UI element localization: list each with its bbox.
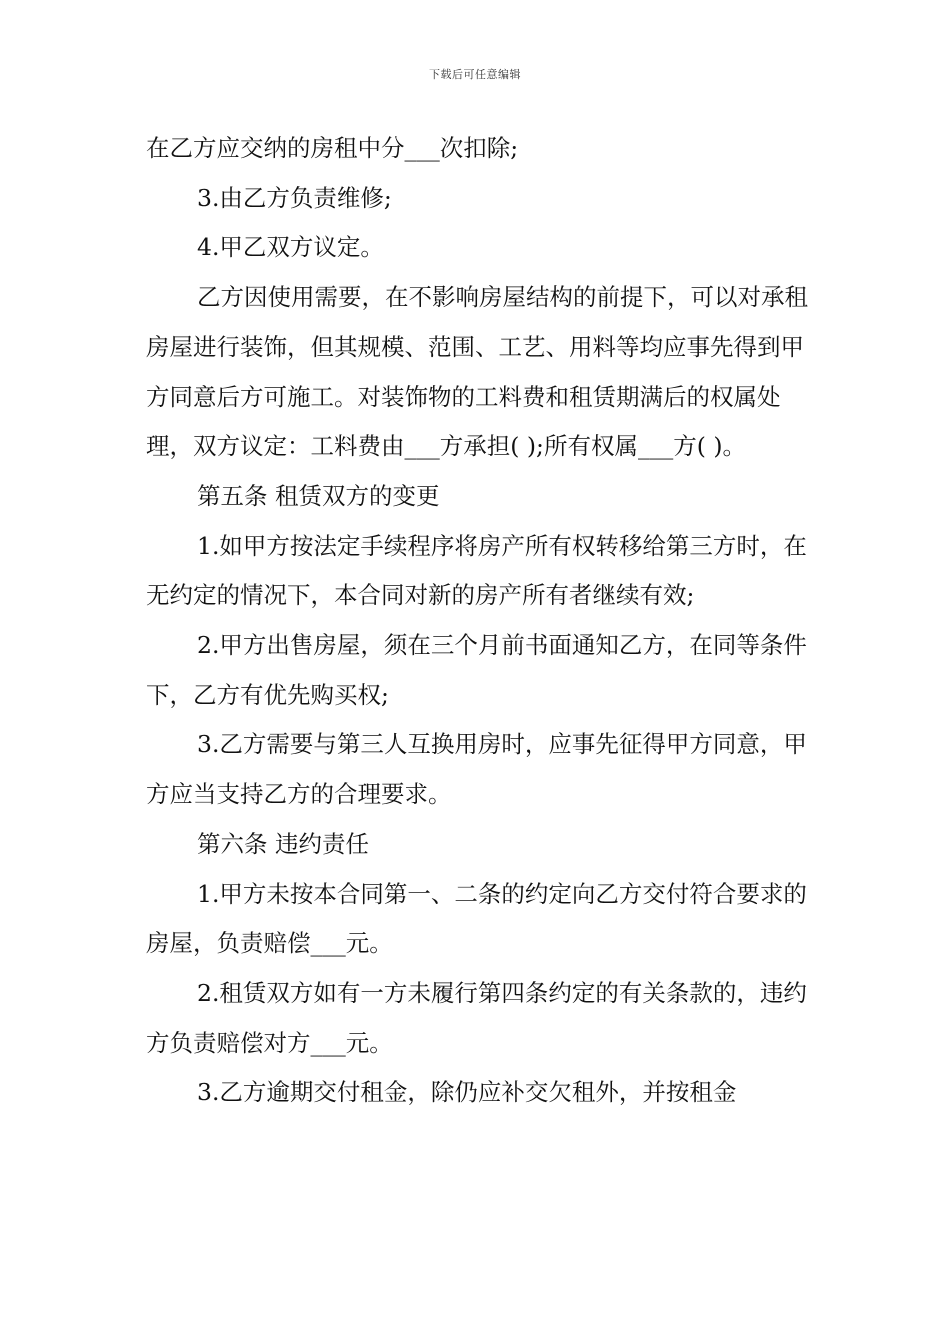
paragraph-decoration: 乙方因使用需要，在不影响房屋结构的前提下，可以对承租房屋进行装饰，但其规模、范围、工艺、用料等均应事先得到甲方同意后方可施工。对装饰物的工料费和租赁期满后的权属处理，双方议定：工料费由___方承担( );所有权属___方( )。	[146, 283, 808, 461]
document-body	[146, 124, 816, 1118]
article-5-item-3: 3.乙方需要与第三人互换用房时，应事先征得甲方同意，甲方应当支持乙方的合理要求。	[146, 730, 807, 809]
article-6-item-3: 3.乙方逾期交付租金，除仍应补交欠租外，并按租金	[197, 1078, 737, 1107]
article-6-item-1: 1.甲方未按本合同第一、二条的约定向乙方交付符合要求的房屋，负责赔偿___元。	[146, 879, 807, 958]
paragraph-continuation: 在乙方应交纳的房租中分___次扣除;	[146, 134, 519, 162]
article-6-item-2: 2.租赁双方如有一方未履行第四条约定的有关条款的，违约方负责赔偿对方___元。	[146, 978, 807, 1057]
article-5-item-2: 2.甲方出售房屋，须在三个月前书面通知乙方，在同等条件下，乙方有优先购买权;	[146, 631, 807, 709]
paragraph-clause-4: 4.甲乙双方议定。	[197, 233, 384, 262]
article-6-heading: 第六条 违约责任	[197, 829, 369, 858]
article-5-item-1: 1.如甲方按法定手续程序将房产所有权转移给第三方时，在无约定的情况下，本合同对新的房产所有者继续有效;	[146, 531, 807, 610]
paragraph-clause-3: 3.由乙方负责维修;	[197, 183, 392, 212]
article-5-heading: 第五条 租赁双方的变更	[197, 481, 440, 510]
page-header: 下载后可任意编辑	[429, 68, 521, 81]
